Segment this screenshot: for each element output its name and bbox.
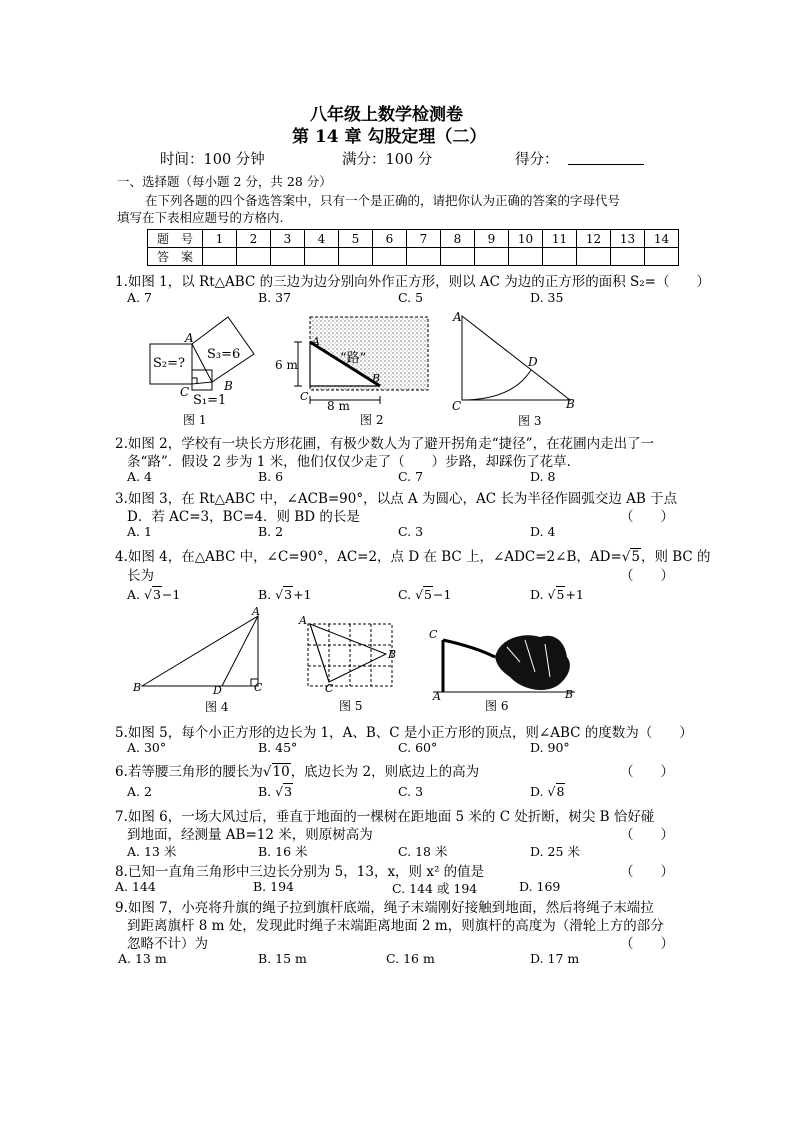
question-9-line1: 9.如图 7，小亮将升旗的绳子拉到旗杆底端，绳子末端刚好接触到地面，然后将绳子末端拉: [115, 900, 654, 916]
label-c: C: [300, 390, 309, 403]
q3-paren: （ ）: [620, 509, 674, 525]
figure-5: [296, 612, 406, 716]
full-score: 满分：100 分: [342, 152, 433, 168]
figure-1: [140, 312, 270, 430]
figure-6: [425, 622, 585, 716]
q4-option-a: A. √3−1: [127, 587, 181, 602]
question-4-line2: 长为: [127, 568, 154, 584]
instruction-line1: 在下列各题的四个备选答案中，只有一个是正确的，请把你认为正确的答案的字母代号: [145, 193, 621, 208]
label-c: C: [180, 385, 190, 399]
q6-paren: （ ）: [620, 764, 674, 780]
q7-option-b: B. 16 米: [258, 844, 308, 859]
question-9-line2: 到距离旗杆 8 m 处，发现此时绳子末端距离地面 2 m，则旗杆的高度为（滑轮上方的部分: [127, 918, 664, 934]
number-cell: 9: [475, 230, 509, 248]
caption-fig4: 图 4: [205, 700, 229, 714]
label-c: C: [325, 682, 334, 695]
number-cell: 3: [271, 230, 305, 248]
score-blank[interactable]: [568, 164, 644, 165]
label-b: B: [133, 681, 142, 694]
arc-cd: [462, 370, 531, 400]
q8-option-a: A. 144: [115, 879, 156, 894]
q6-option-a: A. 2: [127, 784, 152, 799]
q4-text-b: ，则 BC 的: [640, 549, 711, 565]
answer-cell[interactable]: [645, 248, 679, 266]
label-c: C: [452, 399, 462, 413]
label-a: A: [252, 605, 260, 618]
number-cell: 12: [577, 230, 611, 248]
answer-table: [147, 229, 679, 266]
label-s3: S₃=6: [207, 347, 241, 362]
label-a: A: [453, 310, 462, 324]
number-cell: 5: [339, 230, 373, 248]
section-heading: 一、选择题（每小题 2 分，共 28 分）: [117, 174, 332, 189]
q2-option-d: D. 8: [530, 469, 556, 484]
question-2-line1: 2.如图 2，学校有一块长方形花圃，有极少数人为了避开拐角走“捷径”，在花圃内走出了一: [115, 436, 655, 452]
question-3-line1: 3.如图 3，在 Rt△ABC 中，∠ACB=90°，以点 A 为圆心，AC 长为半径作圆弧交边 AB 于点: [115, 491, 678, 507]
label-d: D: [213, 684, 222, 697]
instruction-line2: 填写在下表相应题号的方格内.: [117, 210, 284, 225]
answer-cell[interactable]: [203, 248, 237, 266]
number-cell: 7: [407, 230, 441, 248]
caption-fig2: 图 2: [360, 413, 384, 427]
page-subtitle: 第 14 章 勾股定理（二）: [292, 127, 487, 147]
label-s1: S₁=1: [193, 393, 227, 408]
q4-paren: （ ）: [620, 568, 674, 584]
number-cell: 13: [611, 230, 645, 248]
q7-option-c: C. 18 米: [398, 844, 448, 859]
q7-option-a: A. 13 米: [127, 844, 177, 859]
q8-option-d: D. 169: [519, 879, 561, 894]
q1-option-d: D. 35: [530, 290, 564, 305]
answer-table-row-answers: [148, 248, 679, 266]
square-s1: [192, 370, 212, 390]
answer-cell[interactable]: [339, 248, 373, 266]
row-label: 答 案: [148, 248, 203, 266]
label-b: B: [565, 688, 574, 701]
broken-part: [443, 640, 495, 657]
q5-option-c: C. 60°: [398, 740, 438, 755]
triangle-abc: [462, 316, 570, 400]
number-cell: 8: [441, 230, 475, 248]
answer-cell[interactable]: [407, 248, 441, 266]
number-cell: 4: [305, 230, 339, 248]
q8-option-c: C. 144 或 194: [392, 881, 478, 896]
label-road: “路”: [340, 351, 367, 366]
answer-cell[interactable]: [475, 248, 509, 266]
q5-option-a: A. 30°: [127, 740, 167, 755]
row-label: 题 号: [148, 230, 203, 248]
sqrt-symbol: √10: [262, 764, 290, 780]
label-b: B: [566, 397, 575, 411]
label-a: A: [312, 335, 320, 348]
number-cell: 2: [237, 230, 271, 248]
q9-option-d: D. 17 m: [530, 951, 580, 966]
caption-fig1: 图 1: [183, 413, 207, 427]
figure-4: [130, 604, 280, 716]
q6-option-d: D. √8: [530, 784, 565, 799]
q1-option-b: B. 37: [258, 290, 292, 305]
q3-option-d: D. 4: [530, 524, 556, 539]
number-cell: 6: [373, 230, 407, 248]
answer-cell[interactable]: [543, 248, 577, 266]
q6-option-c: C. 3: [398, 784, 424, 799]
question-1: 1.如图 1，以 Rt△ABC 的三边为边分别向外作正方形，则以 AC 为边的正方形的面积 S₂=（ ）: [115, 274, 710, 290]
number-cell: 1: [203, 230, 237, 248]
question-4-line1: [115, 545, 711, 565]
question-9-line3: 忽略不计）为: [127, 936, 208, 952]
q2-option-c: C. 7: [398, 469, 424, 484]
q2-option-b: B. 6: [258, 469, 284, 484]
triangle-abc: [142, 616, 258, 686]
answer-cell[interactable]: [305, 248, 339, 266]
answer-cell[interactable]: [237, 248, 271, 266]
label-b: B: [388, 648, 397, 661]
question-2-line2: 条“路”．假设 2 步为 1 米，他们仅仅少走了（ ）步路，却踩伤了花草．: [127, 454, 581, 470]
q7-option-d: D. 25 米: [530, 844, 580, 859]
label-c: C: [429, 628, 438, 641]
answer-cell[interactable]: [611, 248, 645, 266]
label-a: A: [185, 331, 194, 345]
number-cell: 11: [543, 230, 577, 248]
answer-cell[interactable]: [373, 248, 407, 266]
q5-option-b: B. 45°: [258, 740, 298, 755]
caption-fig6: 图 6: [485, 699, 509, 713]
q3-option-b: B. 2: [258, 524, 284, 539]
figure-2: [272, 312, 432, 430]
q1-option-a: A. 7: [127, 290, 152, 305]
q8-paren: （ ）: [620, 864, 674, 880]
question-6: 6.若等腰三角形的腰长为√10，底边长为 2，则底边上的高为: [115, 764, 480, 780]
sqrt-symbol: √5: [621, 549, 640, 565]
q3-option-c: C. 3: [398, 524, 424, 539]
caption-fig5: 图 5: [339, 699, 363, 713]
label-b: B: [372, 372, 381, 385]
q5-option-d: D. 90°: [530, 740, 570, 755]
label-6m: 6 m: [275, 358, 298, 372]
answer-cell[interactable]: [441, 248, 475, 266]
question-7-line2: 到地面，经测量 AB=12 米，则原树高为: [127, 827, 373, 843]
number-cell: 14: [645, 230, 679, 248]
q9-option-c: C. 16 m: [386, 951, 435, 966]
label-a: A: [299, 614, 307, 627]
answer-cell[interactable]: [577, 248, 611, 266]
label-8m: 8 m: [327, 399, 350, 413]
q8-option-b: B. 194: [253, 879, 294, 894]
answer-cell[interactable]: [271, 248, 305, 266]
q1-option-c: C. 5: [398, 290, 424, 305]
label-b: B: [224, 379, 233, 393]
score-label: 得分：: [515, 152, 559, 168]
q9-option-a: A. 13 m: [118, 951, 167, 966]
label-c: C: [254, 681, 263, 694]
q4-text-a: 4.如图 4，在△ABC 中，∠C=90°，AC=2，点 D 在 BC 上，∠ADC=2∠B，AD=: [115, 549, 622, 565]
answer-cell[interactable]: [509, 248, 543, 266]
q4-option-c: C. √5−1: [398, 587, 452, 602]
page-title: 八年级上数学检测卷: [310, 105, 463, 125]
label-a: A: [433, 690, 441, 703]
q4-option-b: B. √3+1: [258, 587, 312, 602]
q6-option-b: B. √3: [258, 784, 293, 799]
answer-table-row-numbers: [148, 230, 679, 248]
question-5: 5.如图 5，每个小正方形的边长为 1，A、B、C 是小正方形的顶点，则∠ABC 的度数为（ ）: [115, 725, 693, 741]
q9-paren: （ ）: [620, 936, 674, 952]
figure-3: [448, 308, 583, 430]
number-cell: 10: [509, 230, 543, 248]
question-3-line2: D．若 AC=3，BC=4．则 BD 的长是: [127, 509, 360, 525]
time-limit: 时间：100 分钟: [160, 152, 265, 168]
question-7-line1: 7.如图 6，一场大风过后，垂直于地面的一棵树在距地面 5 米的 C 处折断，树尖 B 恰好碰: [115, 809, 655, 825]
q4-option-d: D. √5+1: [530, 587, 584, 602]
q7-paren: （ ）: [620, 827, 674, 843]
question-8: 8.已知一直角三角形中三边长分别为 5，13，x，则 x² 的值是: [115, 864, 485, 880]
q3-option-a: A. 1: [127, 524, 152, 539]
q2-option-a: A. 4: [127, 469, 152, 484]
label-s2: S₂=?: [153, 356, 185, 371]
caption-fig3: 图 3: [518, 414, 542, 428]
q9-option-b: B. 15 m: [258, 951, 307, 966]
label-d: D: [528, 355, 538, 369]
triangle-abc: [310, 624, 386, 682]
